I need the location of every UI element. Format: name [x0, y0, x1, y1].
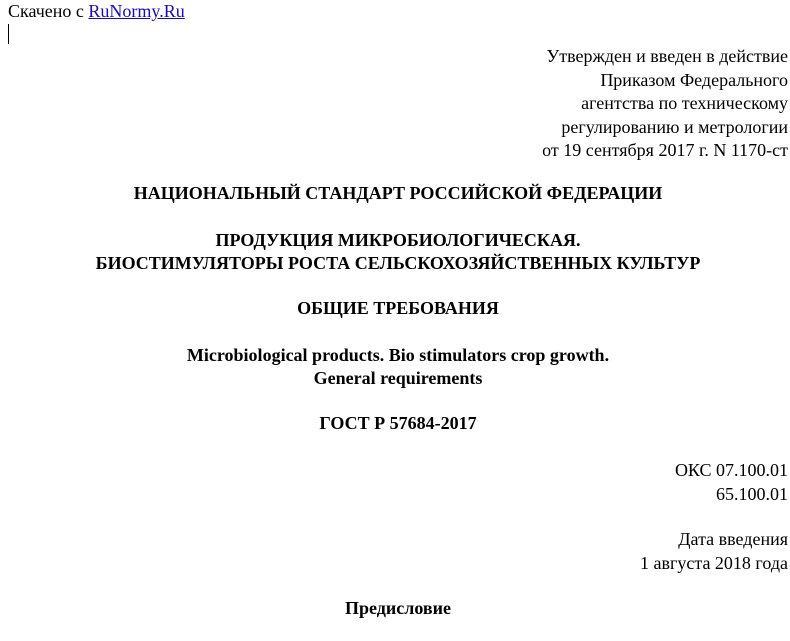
- introduction-date-label: Дата введения: [678, 529, 788, 549]
- introduction-date: [640, 528, 788, 575]
- standard-title: НАЦИОНАЛЬНЫЙ СТАНДАРТ РОССИЙСКОЙ ФЕДЕРАЦИИ: [133, 183, 663, 203]
- download-notice: [8, 1, 185, 21]
- download-notice-prefix: Скачено с: [8, 1, 89, 21]
- oks-code-line: ОКС 07.100.01: [674, 460, 788, 480]
- product-title: [0, 229, 790, 275]
- foreword-heading: Предисловие: [345, 598, 451, 618]
- introduction-date-value: 1 августа 2018 года: [640, 552, 788, 573]
- english-title: [0, 344, 790, 390]
- approval-line: Приказом Федерального: [600, 69, 788, 90]
- general-requirements-title: ОБЩИЕ ТРЕБОВАНИЯ: [297, 298, 499, 318]
- approval-line: от 19 сентября 2017 г. N 1170-ст: [542, 140, 788, 160]
- english-title-line: General requirements: [313, 368, 483, 388]
- text-cursor: [8, 24, 9, 44]
- approval-line: Утвержден и введен в действие: [546, 46, 788, 66]
- approval-block: [542, 45, 788, 163]
- runormy-link[interactable]: RuNormy.Ru: [88, 1, 185, 21]
- oks-code-line: 65.100.01: [716, 483, 788, 504]
- gost-code: ГОСТ Р 57684-2017: [319, 413, 477, 433]
- approval-line: агентства по техническому: [581, 93, 788, 113]
- product-title-line: БИОСТИМУЛЯТОРЫ РОСТА СЕЛЬСКОХОЗЯЙСТВЕННЫХ КУЛЬТУР: [95, 253, 701, 273]
- oks-codes: [675, 459, 788, 506]
- approval-line: регулированию и метрологии: [561, 116, 788, 137]
- english-title-line: Microbiological products. Bio stimulators crop growth.: [186, 345, 610, 365]
- product-title-line: ПРОДУКЦИЯ МИКРОБИОЛОГИЧЕСКАЯ.: [215, 230, 581, 250]
